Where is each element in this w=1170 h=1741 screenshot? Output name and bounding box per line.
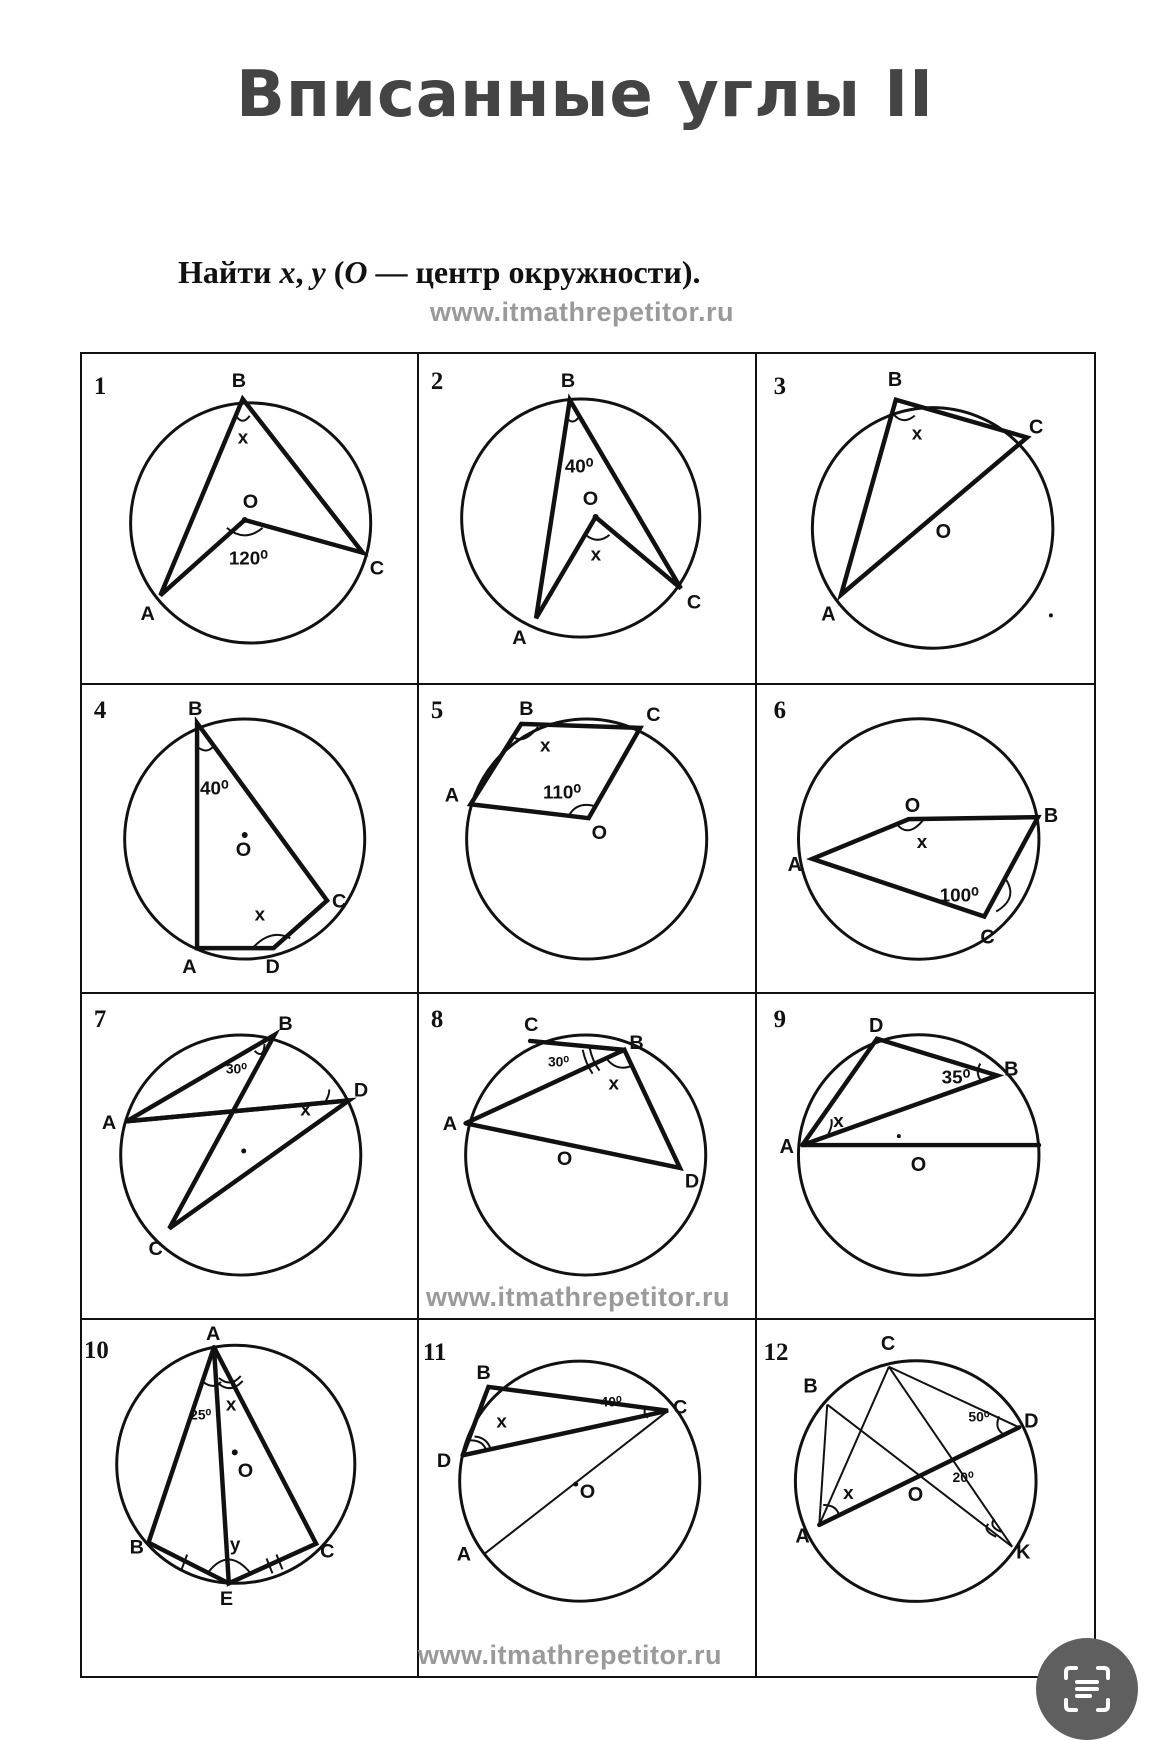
label-b: B bbox=[1043, 805, 1058, 828]
text-scan-icon bbox=[1062, 1664, 1112, 1714]
center-point bbox=[242, 517, 248, 523]
stray-dot bbox=[1049, 613, 1053, 617]
center-point bbox=[241, 1149, 246, 1154]
label-a: A bbox=[820, 603, 836, 626]
angle-x: x bbox=[911, 423, 922, 445]
problem-grid bbox=[80, 352, 1096, 1678]
problem-12 bbox=[757, 1320, 1094, 1676]
label-c: C bbox=[1028, 416, 1044, 439]
label-b: B bbox=[1003, 1058, 1019, 1081]
label-o: O bbox=[557, 1147, 573, 1170]
label-o: O bbox=[935, 520, 951, 543]
label-c: C bbox=[880, 1332, 895, 1355]
angle-arc bbox=[475, 1436, 491, 1448]
figure-lines bbox=[802, 1039, 997, 1145]
label-d: D bbox=[437, 1450, 452, 1473]
problem-number: 11 bbox=[423, 1339, 447, 1367]
page-title: Вписанные углы II bbox=[236, 58, 934, 132]
problem-3 bbox=[757, 354, 1094, 685]
label-b: B bbox=[278, 1013, 293, 1036]
angle-x: x bbox=[237, 426, 249, 448]
problem-number: 4 bbox=[93, 696, 107, 724]
label-o: O bbox=[907, 1483, 923, 1506]
label-a: A bbox=[101, 1112, 117, 1135]
problem-number: 1 bbox=[93, 372, 107, 400]
problem-number: 3 bbox=[773, 372, 786, 400]
label-a: A bbox=[445, 784, 460, 807]
circle bbox=[466, 1035, 706, 1275]
angle-given: 110⁰ bbox=[543, 781, 582, 803]
label-o: O bbox=[235, 838, 252, 861]
problem-number: 8 bbox=[431, 1006, 444, 1034]
label-c: C bbox=[332, 890, 347, 913]
diagram-6 bbox=[757, 685, 1094, 992]
angle-given: 120⁰ bbox=[228, 547, 268, 569]
problem-4 bbox=[82, 685, 419, 994]
label-o: O bbox=[580, 1481, 596, 1503]
diagram-2 bbox=[419, 354, 754, 683]
problem-2 bbox=[419, 354, 756, 685]
label-a: A bbox=[787, 853, 802, 876]
circle bbox=[795, 1361, 1039, 1602]
angle-arc bbox=[236, 416, 250, 421]
angle-arc bbox=[586, 535, 610, 540]
diagram-9 bbox=[757, 994, 1094, 1318]
problem-number: 9 bbox=[773, 1005, 786, 1033]
angle-given: 40⁰ bbox=[200, 777, 229, 799]
angle-x: x bbox=[590, 543, 602, 565]
label-c: C bbox=[646, 703, 661, 726]
label-d: D bbox=[868, 1014, 884, 1037]
angle-given: 40⁰ bbox=[565, 455, 594, 477]
label-o: O bbox=[583, 488, 599, 511]
label-c: C bbox=[979, 926, 995, 949]
label-b: B bbox=[129, 1536, 144, 1559]
chord-bk bbox=[827, 1405, 1012, 1547]
angle-given: 30⁰ bbox=[548, 1053, 570, 1070]
label-a: A bbox=[443, 1113, 458, 1136]
problem-8 bbox=[419, 994, 756, 1320]
label-o: O bbox=[591, 821, 608, 844]
problem-number: 7 bbox=[93, 1006, 107, 1034]
diagram-1 bbox=[82, 354, 417, 683]
label-b: B bbox=[188, 697, 203, 720]
angle-given-1: 50⁰ bbox=[968, 1408, 990, 1425]
diagram-8 bbox=[419, 994, 754, 1318]
problem-1 bbox=[82, 354, 419, 685]
label-b: B bbox=[476, 1361, 492, 1384]
label-d: D bbox=[265, 955, 280, 978]
label-a: A bbox=[779, 1136, 794, 1159]
angle-x: x bbox=[832, 1111, 844, 1133]
problem-number: 2 bbox=[431, 368, 444, 396]
angle-x: x bbox=[916, 831, 927, 853]
watermark-top: www.itmathrepetitor.ru bbox=[430, 297, 735, 327]
label-k: K bbox=[1015, 1541, 1031, 1564]
label-o: O bbox=[237, 1460, 254, 1483]
label-d: D bbox=[685, 1170, 700, 1193]
diagram-10 bbox=[82, 1320, 417, 1676]
angle-given: 35⁰ bbox=[941, 1067, 970, 1089]
label-c: C bbox=[687, 591, 702, 614]
label-a: A bbox=[140, 603, 155, 626]
diagram-7 bbox=[82, 994, 417, 1318]
label-o: O bbox=[904, 795, 920, 818]
problem-6 bbox=[757, 685, 1094, 994]
problem-11 bbox=[419, 1320, 756, 1676]
chord-cd bbox=[889, 1367, 1019, 1428]
angle-given: 30⁰ bbox=[225, 1060, 247, 1077]
figure-lines bbox=[466, 1050, 680, 1168]
problem-9 bbox=[757, 994, 1094, 1320]
diagram-4 bbox=[82, 685, 417, 992]
angle-given: 25⁰ bbox=[190, 1406, 212, 1423]
label-o: O bbox=[242, 491, 259, 514]
label-b: B bbox=[231, 370, 247, 393]
center-point bbox=[593, 514, 599, 520]
angle-given: 100⁰ bbox=[939, 885, 979, 907]
label-a: A bbox=[795, 1525, 810, 1548]
chord-cb bbox=[530, 1041, 624, 1050]
task-statement: Найти x, y (O — центр окружности). bbox=[178, 254, 701, 290]
angle-x: x bbox=[608, 1072, 620, 1094]
angle-arc bbox=[197, 746, 214, 751]
label-b: B bbox=[629, 1031, 644, 1054]
label-a: A bbox=[182, 955, 197, 978]
chord-ba bbox=[819, 1405, 827, 1525]
angle-x: x bbox=[496, 1410, 508, 1432]
angle-given-2: 20⁰ bbox=[952, 1469, 974, 1486]
angle-x: x bbox=[300, 1098, 311, 1120]
center-point bbox=[574, 1482, 579, 1487]
chord-ac bbox=[819, 1367, 889, 1525]
center-point bbox=[242, 832, 248, 838]
label-c: C bbox=[673, 1396, 688, 1419]
problem-number: 6 bbox=[773, 696, 786, 724]
center-point bbox=[232, 1449, 238, 1455]
figure-lines bbox=[536, 400, 681, 618]
problem-10 bbox=[82, 1320, 419, 1676]
diagram-12 bbox=[757, 1320, 1094, 1676]
text-scan-button[interactable] bbox=[1036, 1638, 1138, 1740]
label-c: C bbox=[320, 1540, 335, 1563]
label-b: B bbox=[519, 697, 534, 720]
figure-lines bbox=[841, 400, 1027, 595]
diagram-5 bbox=[419, 685, 754, 992]
angle-given: 40⁰ bbox=[600, 1393, 622, 1410]
problem-number: 5 bbox=[431, 696, 444, 724]
angle-y: y bbox=[229, 1533, 241, 1555]
label-e: E bbox=[219, 1588, 234, 1611]
figure-lines bbox=[471, 724, 641, 818]
label-c: C bbox=[369, 557, 385, 580]
label-b: B bbox=[561, 370, 576, 393]
problem-7 bbox=[82, 994, 419, 1320]
angle-x: x bbox=[842, 1482, 854, 1504]
circle bbox=[462, 399, 700, 637]
label-d: D bbox=[353, 1079, 369, 1102]
label-c: C bbox=[524, 1013, 539, 1036]
diagram-11 bbox=[419, 1320, 754, 1676]
label-b: B bbox=[803, 1375, 818, 1398]
label-a: A bbox=[512, 627, 527, 649]
label-c: C bbox=[148, 1238, 163, 1261]
label-d: D bbox=[1023, 1410, 1039, 1433]
watermark-bottom: www.itmathrepetitor.ru bbox=[418, 1640, 723, 1670]
label-a: A bbox=[206, 1323, 221, 1346]
label-o: O bbox=[910, 1153, 926, 1176]
label-b: B bbox=[887, 368, 902, 391]
problem-number: 12 bbox=[763, 1338, 789, 1366]
problem-5 bbox=[419, 685, 756, 994]
diagram-3 bbox=[757, 354, 1094, 683]
angle-x: x bbox=[254, 903, 266, 925]
stray-dot bbox=[897, 1134, 901, 1138]
angle-x: x bbox=[225, 1393, 237, 1415]
watermark-middle: www.itmathrepetitor.ru bbox=[426, 1282, 731, 1312]
problem-number: 10 bbox=[83, 1337, 109, 1365]
label-a: A bbox=[457, 1543, 472, 1566]
angle-x: x bbox=[540, 734, 551, 756]
